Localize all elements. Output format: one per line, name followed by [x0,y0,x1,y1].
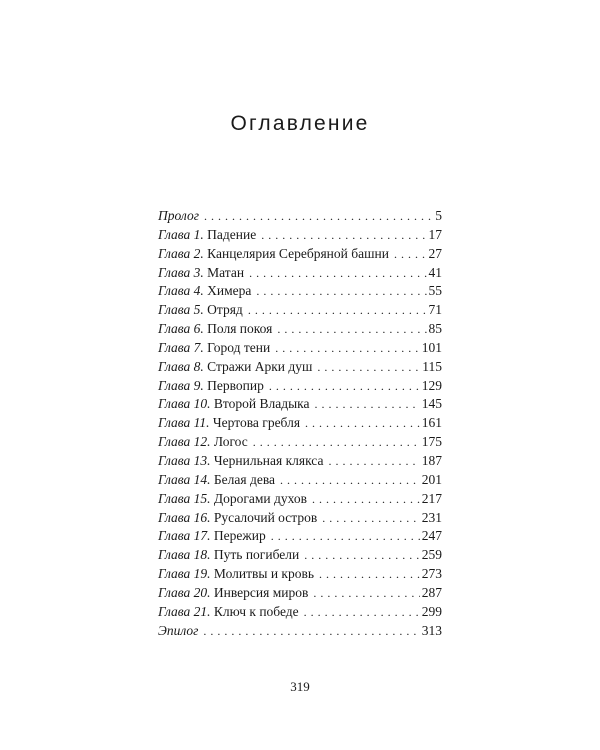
toc-page-number: 201 [421,471,442,487]
toc-entry-label [158,547,299,563]
toc-page-number: 259 [421,547,442,563]
toc-page-number: 231 [421,509,442,525]
toc-page-number: 85 [428,321,442,337]
toc-chapter-number: Глава 16. [158,509,211,525]
toc-leader-dots [328,454,419,469]
toc-chapter-title: Русалочий остров [213,509,318,525]
toc-entry-label [158,302,243,318]
toc-chapter-title: Поля покоя [207,321,273,337]
toc-chapter-number: Глава 3. [158,264,204,280]
toc-leader-dots [305,416,420,431]
toc-entry-label [158,623,198,639]
toc-chapter-title: Отряд [207,302,243,318]
toc-chapter-title: Город тени [207,339,271,355]
toc-page-number: 187 [421,452,442,468]
toc-entry-label [158,472,275,488]
toc-chapter-number: Глава 17. [158,528,211,544]
toc-entry [158,340,442,359]
toc-chapter-title: Путь погибели [213,547,300,563]
toc-chapter-title: Химера [207,283,252,299]
toc-leader-dots [261,228,426,243]
toc-chapter-number: Глава 15. [158,490,211,506]
toc-entry [158,227,442,246]
toc-page-number: 27 [428,245,442,261]
toc-entry [158,283,442,302]
toc-leader-dots [280,473,420,488]
toc-entry [158,566,442,585]
toc-chapter-title: Молитвы и кровь [213,566,315,582]
toc-page-number: 145 [421,396,442,412]
toc-chapter-title: Чернильная клякса [213,452,324,468]
toc-chapter-number: Глава 12. [158,434,211,450]
toc-page-number: 273 [421,566,442,582]
toc-chapter-number: Эпилог [158,622,199,638]
toc-entry [158,472,442,491]
toc-entry [158,246,442,265]
toc-chapter-number: Глава 20. [158,584,211,600]
toc-leader-dots [253,435,420,450]
toc-entry-label [158,283,251,299]
toc-entry-label [158,510,317,526]
toc-page-number: 55 [428,283,442,299]
toc-entry-label [158,434,248,450]
toc-chapter-number: Глава 18. [158,547,211,563]
toc-entry-label [158,453,323,469]
toc-chapter-title: Логос [213,434,248,450]
toc-page-number: 287 [421,584,442,600]
toc-entry-label [158,227,256,243]
toc-chapter-number: Глава 11. [158,415,210,431]
toc-entry [158,528,442,547]
toc-chapter-number: Глава 2. [158,245,204,261]
toc-leader-dots [317,360,420,375]
toc-chapter-number: Глава 21. [158,603,211,619]
toc-entry-label [158,359,312,375]
toc-chapter-title: Первопир [207,377,264,393]
toc-entry-label [158,208,199,224]
toc-page-number: 247 [421,528,442,544]
table-of-contents [158,208,442,641]
toc-entry-label [158,604,299,620]
toc-entry [158,415,442,434]
toc-chapter-number: Глава 7. [158,339,204,355]
toc-page-number: 299 [421,603,442,619]
toc-page-number: 17 [428,226,442,242]
toc-chapter-number: Глава 6. [158,321,204,337]
toc-leader-dots [203,624,419,639]
toc-leader-dots [315,397,420,412]
toc-entry [158,491,442,510]
toc-page-number: 5 [435,208,442,223]
toc-chapter-title: Инверсия миров [213,584,309,600]
toc-chapter-number: Пролог [158,208,199,223]
toc-leader-dots [304,605,420,620]
toc-entry [158,265,442,284]
toc-chapter-number: Глава 13. [158,452,211,468]
toc-chapter-number: Глава 9. [158,377,204,393]
toc-page-number: 41 [428,264,442,280]
toc-chapter-number: Глава 10. [158,396,211,412]
toc-chapter-title: Падение [207,226,257,242]
toc-entry-label [158,340,270,356]
toc-page-number: 101 [421,339,442,355]
toc-entry-label [158,378,264,394]
toc-entry [158,453,442,472]
toc-chapter-title: Пережир [213,528,266,544]
page-title: Оглавление [230,112,370,135]
toc-leader-dots [322,511,420,526]
toc-page-number: 217 [421,490,442,506]
toc-entry-label [158,246,389,262]
toc-entry-label [158,415,300,431]
toc-leader-dots [271,529,420,544]
toc-page-number: 71 [428,302,442,318]
toc-leader-dots [204,209,433,224]
toc-chapter-title: Чертова гребля [212,415,301,431]
toc-entry [158,585,442,604]
toc-chapter-title: Белая дева [213,471,276,487]
toc-entry-label [158,265,244,281]
toc-entry [158,434,442,453]
toc-page-number: 161 [421,415,442,431]
toc-chapter-title: Канцелярия Серебряной башни [207,245,389,261]
toc-leader-dots [319,567,420,582]
toc-entry [158,208,442,227]
toc-entry-label [158,528,266,544]
toc-entry [158,396,442,415]
toc-leader-dots [277,322,426,337]
toc-leader-dots [248,303,427,318]
toc-leader-dots [394,247,427,262]
toc-leader-dots [256,284,426,299]
toc-entry-label [158,396,310,412]
toc-chapter-number: Глава 4. [158,283,204,299]
toc-entry [158,378,442,397]
toc-chapter-number: Глава 14. [158,471,211,487]
toc-chapter-title: Ключ к победе [213,603,299,619]
toc-entry-label [158,321,272,337]
toc-chapter-number: Глава 5. [158,302,204,318]
toc-entry [158,547,442,566]
toc-entry [158,359,442,378]
page-number: 319 [290,679,310,694]
toc-leader-dots [269,379,420,394]
toc-entry [158,604,442,623]
toc-leader-dots [249,266,426,281]
toc-chapter-number: Глава 8. [158,358,204,374]
toc-page-number: 129 [421,377,442,393]
toc-entry [158,321,442,340]
toc-entry [158,302,442,321]
toc-leader-dots [275,341,420,356]
toc-leader-dots [304,548,420,563]
toc-page-number: 313 [421,622,442,638]
toc-entry [158,623,442,642]
toc-page-number: 175 [421,434,442,450]
toc-page-number: 115 [422,358,442,374]
toc-chapter-title: Матан [207,264,245,280]
toc-chapter-number: Глава 1. [158,226,204,242]
toc-chapter-title: Дорогами духов [213,490,308,506]
toc-chapter-title: Второй Владыка [213,396,310,412]
toc-entry-label [158,566,314,582]
toc-entry-label [158,585,308,601]
toc-chapter-title: Стражи Арки душ [207,358,313,374]
toc-entry [158,510,442,529]
toc-leader-dots [313,586,419,601]
toc-leader-dots [312,492,420,507]
toc-entry-label [158,491,307,507]
toc-chapter-number: Глава 19. [158,566,211,582]
